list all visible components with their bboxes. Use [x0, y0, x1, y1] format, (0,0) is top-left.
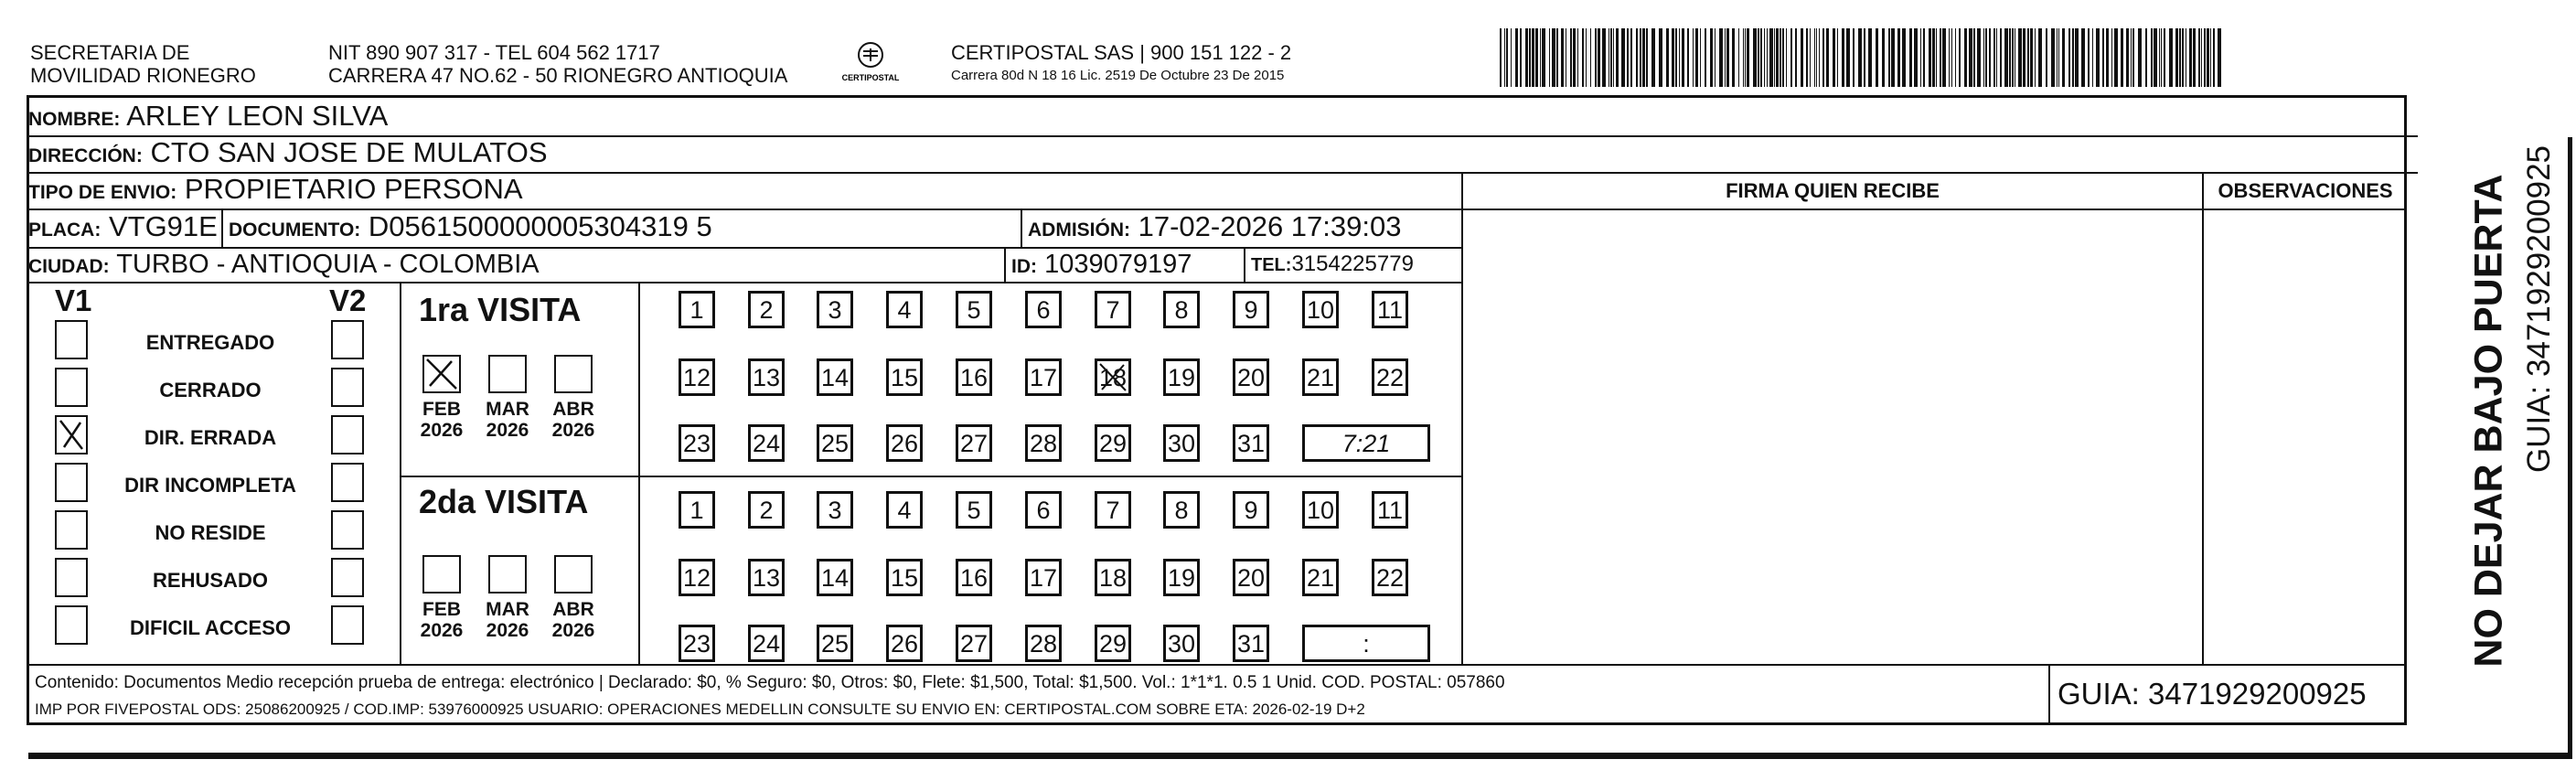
barcode-bar	[1936, 28, 1937, 87]
barcode-bar	[1687, 28, 1689, 87]
visit1-day-box[interactable]: 24	[748, 424, 785, 462]
barcode-bar	[1586, 28, 1587, 87]
visit2-day-box[interactable]: 31	[1233, 625, 1269, 662]
visit1-day-box[interactable]: 9	[1233, 291, 1269, 328]
barcode-bar	[1506, 28, 1508, 87]
visit2-day-box[interactable]: 14	[817, 559, 853, 596]
barcode-bar	[2046, 28, 2047, 87]
status-label: DIFICIL ACCESO	[129, 616, 291, 639]
barcode-bar	[1682, 28, 1684, 87]
barcode-bar	[2088, 28, 2090, 87]
barcode-bar	[1529, 28, 1531, 87]
barcode-bar	[1675, 28, 1677, 87]
barcode-bar	[1747, 28, 1749, 87]
documento-value: D0561500000005304319 5	[368, 210, 712, 242]
status-label: ENTREGADO	[145, 331, 275, 354]
visit2-day-box[interactable]: 6	[1025, 491, 1062, 529]
visit1-day-box[interactable]: 15	[886, 358, 923, 396]
v1-checkbox[interactable]	[55, 605, 88, 645]
visit1-month-label: FEB 2026	[420, 399, 464, 441]
barcode-bar	[1996, 28, 1997, 87]
status-label: DIR INCOMPLETA	[124, 474, 296, 497]
barcode-bar	[1627, 28, 1629, 87]
bottom-rule	[28, 753, 2568, 759]
barcode-bar	[1977, 28, 1981, 87]
side-warning: NO DEJAR BAJO PUERTA	[2466, 174, 2511, 668]
barcode-bar	[2131, 28, 2132, 87]
visit1-day-box[interactable]: 31	[1233, 424, 1269, 462]
barcode-bar	[1613, 28, 1614, 87]
visit2-month-label: FEB 2026	[420, 599, 464, 641]
barcode-bar	[2004, 28, 2008, 87]
visit2-day-box[interactable]: 7	[1095, 491, 1131, 529]
barcode-bar	[2218, 28, 2221, 87]
barcode-bar	[2058, 28, 2059, 87]
visit1-day-box[interactable]: 27	[956, 424, 992, 462]
barcode-bar	[2096, 28, 2100, 87]
barcode-bar	[2159, 28, 2160, 87]
visit1-month-box[interactable]	[554, 355, 593, 393]
visit2-day-box[interactable]: 29	[1095, 625, 1131, 662]
visit2-time-box[interactable]: :	[1302, 625, 1430, 662]
side-guia: GUIA: 3471929200925	[2521, 144, 2557, 474]
barcode-bar	[1786, 28, 1787, 87]
barcode-bar	[1540, 28, 1541, 87]
barcode-bar	[1942, 28, 1946, 87]
barcode-bar	[1758, 28, 1759, 87]
visit2-day-box[interactable]: 1	[679, 491, 715, 529]
visit1-day-box[interactable]: 14	[817, 358, 853, 396]
status-label: CERRADO	[159, 379, 262, 401]
barcode-bar	[2189, 28, 2192, 87]
nombre-row: NOMBRE: ARLEY LEON SILVA	[28, 101, 2418, 137]
barcode-bar	[1715, 28, 1716, 87]
barcode-bar	[1732, 28, 1735, 87]
visit1-day-box[interactable]: 12	[679, 358, 715, 396]
barcode-bar	[1816, 28, 1817, 87]
barcode-bar	[1806, 28, 1808, 87]
barcode-bar	[2201, 28, 2202, 87]
barcode-bar	[2068, 28, 2070, 87]
v2-checkbox[interactable]	[331, 415, 364, 455]
barcode-bar	[1864, 28, 1865, 87]
barcode-bar	[2102, 28, 2104, 87]
v1-checkbox[interactable]	[55, 463, 88, 502]
barcode-bar	[1602, 28, 1606, 87]
barcode-bar	[1719, 28, 1723, 87]
barcode-bar	[2114, 28, 2118, 87]
visit2-title: 2da VISITA	[419, 483, 589, 520]
barcode-bar	[1556, 28, 1558, 87]
footer-contents: Contenido: Documentos Medio recepción prueba de entrega: electrónico | Declarado: $0, % Seguro: $0, Otros: $0, Flete: $1,500, Total: $1,500. Vol.: 1*1*1. 0.5 1 Unid. COD. POSTAL: 057860	[35, 673, 1505, 692]
id-field: ID: 1039079197	[1011, 250, 1192, 279]
barcode-bar	[1672, 28, 1674, 87]
barcode-bar	[1780, 28, 1781, 87]
firma-header: FIRMA QUIEN RECIBE	[1726, 179, 1940, 202]
visit2-day-box[interactable]: 18	[1095, 559, 1131, 596]
visit1-month-label: MAR 2026	[486, 399, 529, 441]
status-label: NO RESIDE	[155, 521, 266, 544]
status-label: REHUSADO	[153, 569, 268, 592]
barcode-bar	[1561, 28, 1564, 87]
right-rule	[2568, 137, 2572, 759]
guia-box: GUIA: 3471929200925	[2058, 677, 2367, 711]
barcode-bar	[2023, 28, 2026, 87]
barcode-bar	[2175, 28, 2178, 87]
barcode-bar	[2018, 28, 2022, 87]
visit2-month-label: MAR 2026	[486, 599, 529, 641]
barcode-bar	[2161, 28, 2162, 87]
barcode-bar	[1853, 28, 1855, 87]
visit1-day-box[interactable]: 19	[1163, 358, 1200, 396]
barcode-bar	[1909, 28, 1912, 87]
barcode-bar	[1535, 28, 1538, 87]
visit2-day-box[interactable]: 16	[956, 559, 992, 596]
tel-value: 3154225779	[1291, 251, 1414, 276]
barcode	[1500, 28, 2227, 87]
visit1-day-box[interactable]: 3	[817, 291, 853, 328]
barcode-bar	[1695, 28, 1698, 87]
visit2-day-box[interactable]: 20	[1233, 559, 1269, 596]
visit2-day-box[interactable]: 13	[748, 559, 785, 596]
barcode-bar	[1985, 28, 1987, 87]
barcode-bar	[2182, 28, 2184, 87]
barcode-bar	[1767, 28, 1768, 87]
barcode-bar	[1598, 28, 1600, 87]
visit1-day-box[interactable]: 13	[748, 358, 785, 396]
visit1-day-box[interactable]: 4	[886, 291, 923, 328]
status-label: DIR. ERRADA	[144, 426, 277, 449]
barcode-bar	[1573, 28, 1576, 87]
barcode-bar	[2210, 28, 2211, 87]
barcode-bar	[2207, 28, 2209, 87]
barcode-bar	[1837, 28, 1838, 87]
barcode-bar	[1666, 28, 1669, 87]
barcode-bar	[1500, 28, 1502, 87]
admision-field: ADMISIÓN: 17-02-2026 17:39:03	[1028, 210, 1402, 242]
barcode-bar	[1810, 28, 1811, 87]
tipo-value: PROPIETARIO PERSONA	[184, 173, 523, 205]
v2-checkbox[interactable]	[331, 320, 364, 359]
barcode-bar	[1764, 28, 1765, 87]
barcode-bar	[1693, 28, 1694, 87]
barcode-bar	[1929, 28, 1931, 87]
barcode-bar	[1774, 28, 1775, 87]
ciudad-value: TURBO - ANTIOQUIA - COLOMBIA	[116, 250, 540, 279]
visit1-day-box[interactable]: 23	[679, 424, 715, 462]
visit1-day-box[interactable]: 22	[1372, 358, 1408, 396]
barcode-bar	[1753, 28, 1757, 87]
barcode-bar	[2092, 28, 2093, 87]
barcode-bar	[1795, 28, 1797, 87]
barcode-bar	[1700, 28, 1701, 87]
visit2-month-label: ABR 2026	[551, 599, 595, 641]
barcode-bar	[1525, 28, 1528, 87]
barcode-bar	[1833, 28, 1835, 87]
barcode-bar	[1651, 28, 1655, 87]
id-value: 1039079197	[1044, 250, 1192, 279]
barcode-bar	[1520, 28, 1522, 87]
barcode-bar	[1868, 28, 1872, 87]
barcode-bar	[2075, 28, 2079, 87]
visit2-day-box[interactable]: 17	[1025, 559, 1062, 596]
barcode-bar	[1577, 28, 1578, 87]
visit2-day-box[interactable]: 4	[886, 491, 923, 529]
documento-field: DOCUMENTO: D0561500000005304319 5	[229, 210, 712, 242]
barcode-bar	[2198, 28, 2200, 87]
visit1-day-box[interactable]: 11	[1372, 291, 1408, 328]
barcode-bar	[1888, 28, 1890, 87]
barcode-bar	[2106, 28, 2109, 87]
v2-checkbox[interactable]	[331, 368, 364, 407]
barcode-bar	[1552, 28, 1555, 87]
barcode-bar	[1983, 28, 1984, 87]
visit1-day-box[interactable]: 17	[1025, 358, 1062, 396]
visit2-day-box[interactable]: 19	[1163, 559, 1200, 596]
footer-imp: IMP POR FIVEPOSTAL ODS: 25086200925 / COD.IMP: 53976000925 USUARIO: OPERACIONES MEDELLIN CONSULTE SU ENVIO EN: CERTIPOSTAL.COM SOBRE ETA: 2026-02-19 D+2	[35, 700, 1365, 718]
observaciones-header: OBSERVACIONES	[2218, 179, 2393, 202]
visit2-day-box[interactable]: 23	[679, 625, 715, 662]
barcode-bar	[1616, 28, 1619, 87]
visit2-day-box[interactable]: 9	[1233, 491, 1269, 529]
barcode-bar	[1595, 28, 1597, 87]
barcode-bar	[1819, 28, 1820, 87]
barcode-bar	[1822, 28, 1824, 87]
v2-checkbox[interactable]	[331, 605, 364, 645]
barcode-bar	[2121, 28, 2123, 87]
barcode-bar	[1814, 28, 1815, 87]
barcode-bar	[1993, 28, 1995, 87]
barcode-bar	[1842, 28, 1844, 87]
barcode-bar	[1760, 28, 1762, 87]
ciudad-row: CIUDAD: TURBO - ANTIOQUIA - COLOMBIA	[28, 250, 540, 279]
direccion-row: DIRECCIÓN: CTO SAN JOSE DE MULATOS	[28, 137, 2418, 174]
barcode-bar	[2154, 28, 2157, 87]
barcode-bar	[1621, 28, 1625, 87]
certipostal-logo	[838, 37, 903, 87]
visit1-day-box[interactable]: 7	[1095, 291, 1131, 328]
barcode-bar	[1640, 28, 1641, 87]
barcode-bar	[2057, 28, 2058, 87]
barcode-bar	[1646, 28, 1648, 87]
barcode-bar	[1532, 28, 1534, 87]
barcode-bar	[1932, 28, 1935, 87]
barcode-bar	[1679, 28, 1680, 87]
barcode-bar	[1630, 28, 1632, 87]
barcode-bar	[2204, 28, 2206, 87]
barcode-bar	[1973, 28, 1975, 87]
visit2-day-box[interactable]: 21	[1302, 559, 1339, 596]
v2-checkbox[interactable]	[331, 558, 364, 597]
visit1-day-box[interactable]: 6	[1025, 291, 1062, 328]
barcode-bar	[1515, 28, 1518, 87]
visit2-day-box[interactable]: 2	[748, 491, 785, 529]
barcode-bar	[2081, 28, 2085, 87]
barcode-bar	[1826, 28, 1829, 87]
visit2-day-box[interactable]: 28	[1025, 625, 1062, 662]
barcode-bar	[1790, 28, 1792, 87]
barcode-bar	[2062, 28, 2065, 87]
direccion-value: CTO SAN JOSE DE MULATOS	[150, 136, 548, 168]
visit1-day-box[interactable]: 26	[886, 424, 923, 462]
barcode-bar	[1882, 28, 1885, 87]
visit1-day-box[interactable]: 29	[1095, 424, 1131, 462]
svg-text:CERTIPOSTAL: CERTIPOSTAL	[841, 73, 900, 82]
v1-checkbox[interactable]	[55, 368, 88, 407]
barcode-bar	[1642, 28, 1645, 87]
visit1-time-box[interactable]: 7:21	[1302, 424, 1430, 462]
visit2-month-box[interactable]	[422, 555, 461, 594]
carrier-info: CERTIPOSTAL SAS | 900 151 122 - 2 Carrera 80d N 18 16 Lic. 2519 De Octubre 23 De 2015	[951, 41, 1292, 83]
v1-checkbox[interactable]	[55, 510, 88, 550]
barcode-bar	[1989, 28, 1991, 87]
visit1-day-box[interactable]: 25	[817, 424, 853, 462]
visit1-day-box[interactable]: 10	[1302, 291, 1339, 328]
visit2-day-box[interactable]: 5	[956, 491, 992, 529]
barcode-bar	[1964, 28, 1967, 87]
visit1-month-label: ABR 2026	[551, 399, 595, 441]
v1-label: V1	[55, 283, 92, 317]
barcode-bar	[1570, 28, 1572, 87]
barcode-bar	[1725, 28, 1726, 87]
barcode-bar	[2138, 28, 2142, 87]
barcode-bar	[1726, 28, 1729, 87]
visit2-day-box[interactable]: 8	[1163, 491, 1200, 529]
barcode-bar	[2072, 28, 2074, 87]
barcode-bar	[2035, 28, 2036, 87]
barcode-bar	[1743, 28, 1744, 87]
barcode-bar	[1738, 28, 1739, 87]
barcode-bar	[1705, 28, 1706, 87]
barcode-bar	[2012, 28, 2014, 87]
barcode-bar	[1636, 28, 1638, 87]
v1-checkbox[interactable]	[55, 320, 88, 359]
barcode-bar	[1914, 28, 1918, 87]
visit1-day-box[interactable]: 18	[1095, 358, 1131, 396]
visit2-month-box[interactable]	[554, 555, 593, 594]
visit1-title: 1ra VISITA	[419, 291, 582, 328]
barcode-bar	[1659, 28, 1662, 87]
barcode-bar	[2126, 28, 2129, 87]
org-name: SECRETARIA DE MOVILIDAD RIONEGRO	[30, 41, 256, 87]
barcode-bar	[1902, 28, 1906, 87]
barcode-bar	[1940, 28, 1941, 87]
visit1-day-box[interactable]: 1	[679, 291, 715, 328]
tel-field: TEL:3154225779	[1251, 251, 1414, 276]
barcode-bar	[1949, 28, 1950, 87]
barcode-bar	[1542, 28, 1545, 87]
barcode-bar	[1610, 28, 1612, 87]
barcode-bar	[2164, 28, 2165, 87]
barcode-bar	[2193, 28, 2196, 87]
visit1-day-box[interactable]: 16	[956, 358, 992, 396]
barcode-bar	[2169, 28, 2173, 87]
barcode-bar	[2132, 28, 2134, 87]
visit1-day-box[interactable]: 8	[1163, 291, 1200, 328]
visit1-day-box[interactable]: 5	[956, 291, 992, 328]
barcode-bar	[1920, 28, 1921, 87]
visit2-day-box[interactable]: 22	[1372, 559, 1408, 596]
barcode-bar	[1891, 28, 1895, 87]
v1-checkbox[interactable]	[55, 415, 88, 455]
signature-area[interactable]	[1463, 210, 2405, 664]
barcode-bar	[1590, 28, 1591, 87]
v1-checkbox[interactable]	[55, 558, 88, 597]
visit1-month-box[interactable]	[488, 355, 527, 393]
nit-address: NIT 890 907 317 - TEL 604 562 1717 CARRERA 47 NO.62 - 50 RIONEGRO ANTIOQUIA	[328, 41, 788, 87]
barcode-bar	[1923, 28, 1925, 87]
barcode-bar	[1582, 28, 1584, 87]
visit1-day-box[interactable]: 30	[1163, 424, 1200, 462]
barcode-bar	[1549, 28, 1550, 87]
tipo-row: TIPO DE ENVIO: PROPIETARIO PERSONA	[28, 173, 523, 205]
barcode-bar	[1801, 28, 1803, 87]
barcode-bar	[1511, 28, 1512, 87]
barcode-bar	[1776, 28, 1779, 87]
visit1-month-box[interactable]	[422, 355, 461, 393]
barcode-bar	[2009, 28, 2011, 87]
barcode-bar	[2051, 28, 2055, 87]
barcode-bar	[1710, 28, 1713, 87]
barcode-bar	[2030, 28, 2033, 87]
barcode-bar	[1858, 28, 1862, 87]
visit2-day-box[interactable]: 24	[748, 625, 785, 662]
visit1-day-box[interactable]: 20	[1233, 358, 1269, 396]
barcode-bar	[1504, 28, 1505, 87]
visit2-day-box[interactable]: 3	[817, 491, 853, 529]
visit1-day-box[interactable]: 21	[1302, 358, 1339, 396]
barcode-bar	[2038, 28, 2042, 87]
visit2-day-box[interactable]: 12	[679, 559, 715, 596]
visit1-day-box[interactable]: 2	[748, 291, 785, 328]
barcode-bar	[2151, 28, 2153, 87]
nombre-value: ARLEY LEON SILVA	[126, 100, 389, 132]
barcode-bar	[2145, 28, 2147, 87]
visit1-day-box[interactable]: 28	[1025, 424, 1062, 462]
visit2-day-box[interactable]: 27	[956, 625, 992, 662]
v2-checkbox[interactable]	[331, 463, 364, 502]
barcode-bar	[2111, 28, 2112, 87]
barcode-bar	[1969, 28, 1972, 87]
visit2-day-box[interactable]: 26	[886, 625, 923, 662]
barcode-bar	[1769, 28, 1773, 87]
v2-checkbox[interactable]	[331, 510, 364, 550]
barcode-bar	[1846, 28, 1850, 87]
barcode-bar	[1951, 28, 1952, 87]
visit2-day-box[interactable]: 11	[1372, 491, 1408, 529]
barcode-bar	[1955, 28, 1956, 87]
placa-row: PLACA: VTG91E	[28, 210, 218, 242]
barcode-bar	[2179, 28, 2181, 87]
barcode-bar	[1745, 28, 1746, 87]
visit2-day-box[interactable]: 30	[1163, 625, 1200, 662]
visit2-day-box[interactable]: 15	[886, 559, 923, 596]
barcode-bar	[1897, 28, 1900, 87]
barcode-bar	[2027, 28, 2029, 87]
admision-value: 17-02-2026 17:39:03	[1138, 210, 1402, 242]
placa-value: VTG91E	[108, 210, 218, 242]
barcode-bar	[2213, 28, 2215, 87]
barcode-bar	[1782, 28, 1784, 87]
visit2-day-box[interactable]: 25	[817, 625, 853, 662]
visit2-day-box[interactable]: 10	[1302, 491, 1339, 529]
barcode-bar	[2000, 28, 2002, 87]
barcode-bar	[1876, 28, 1878, 87]
barcode-bar	[1959, 28, 1961, 87]
v2-label: V2	[329, 283, 367, 317]
visit2-month-box[interactable]	[488, 555, 527, 594]
